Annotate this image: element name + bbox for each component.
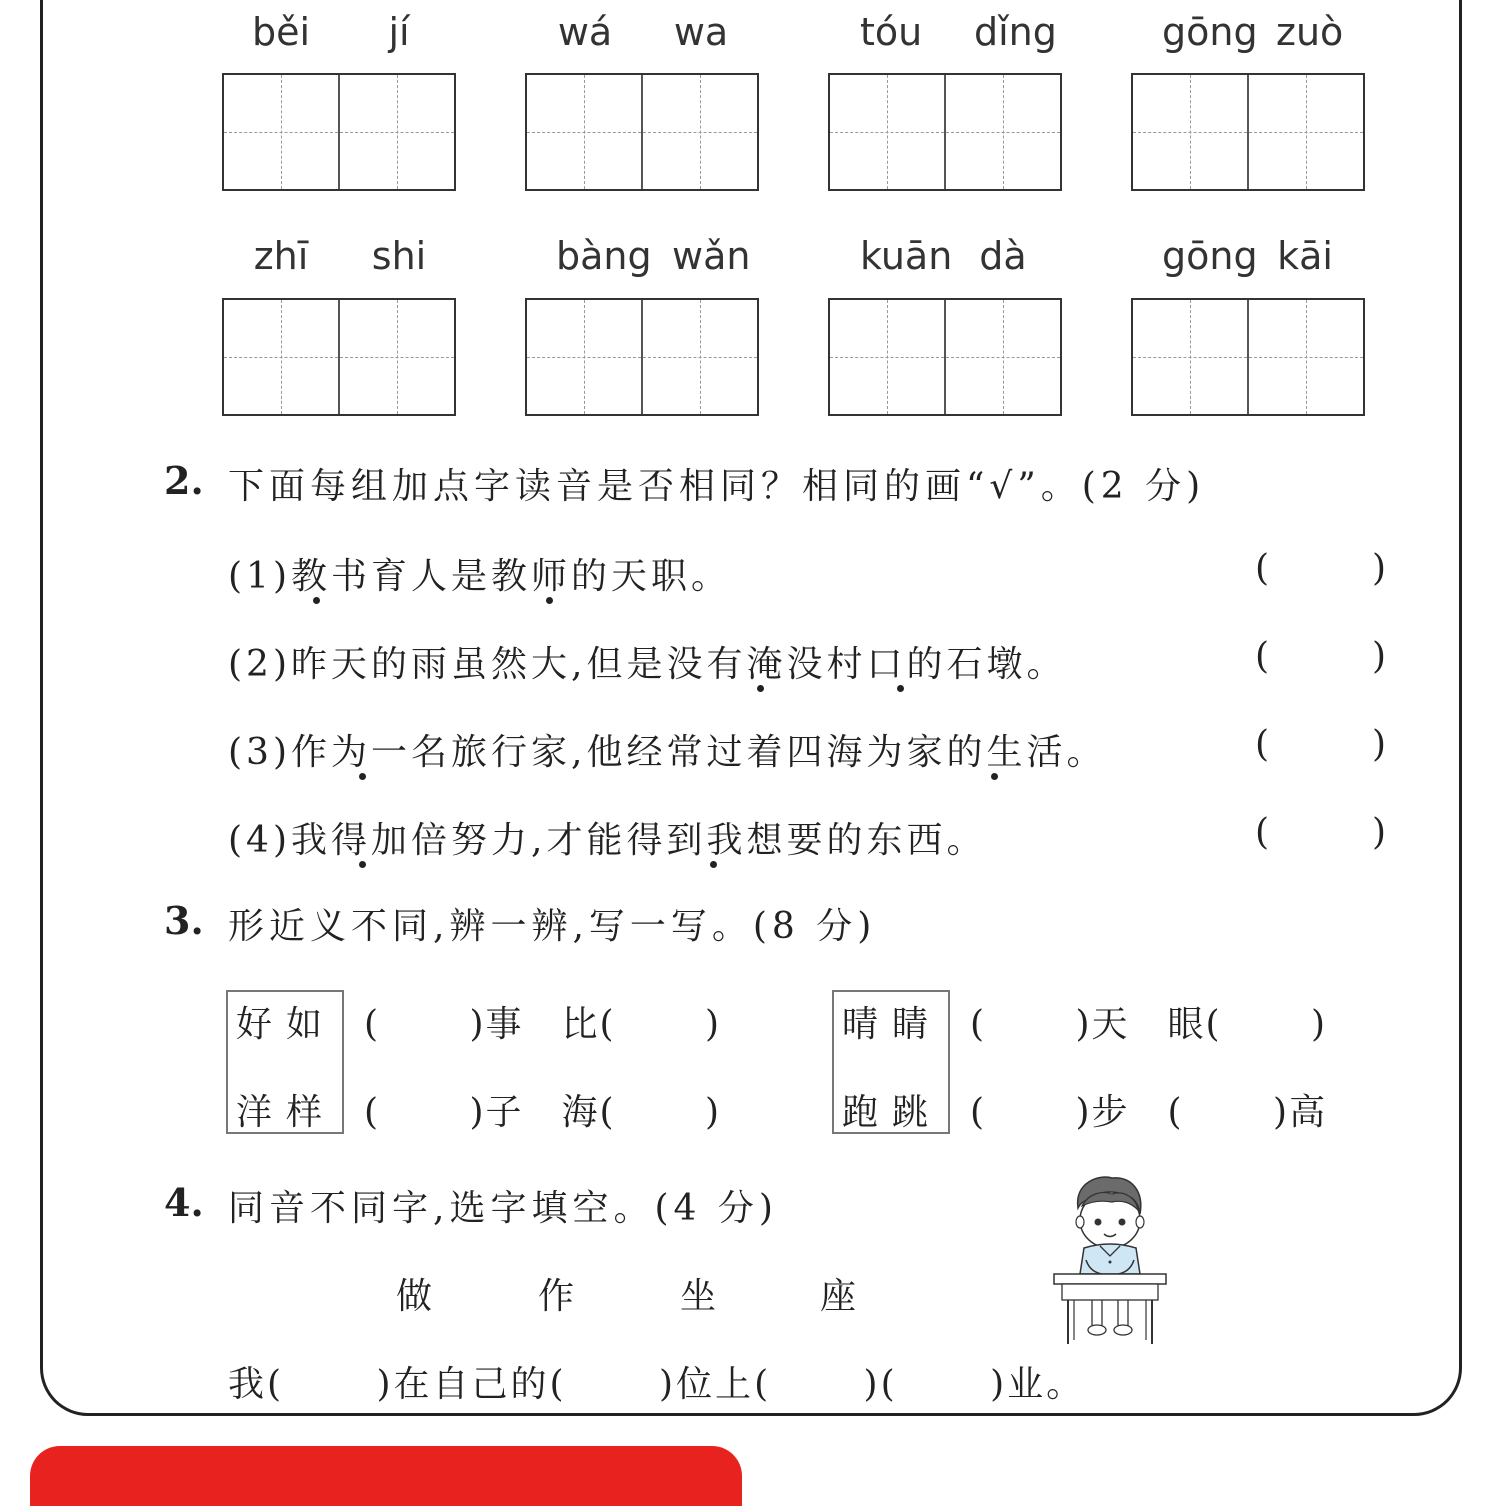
emphasis-dot: [359, 773, 366, 780]
char-pair: 洋样: [236, 1092, 337, 1133]
question-title: 下面每组加点字读音是否相同？相同的画“√”。(2 分): [228, 466, 1206, 507]
emphasis-dot: [710, 861, 717, 868]
fill-blank-line[interactable]: ( )天 眼( ): [970, 1004, 1328, 1045]
pinyin: wá: [557, 10, 613, 54]
writing-grid[interactable]: [525, 73, 759, 191]
pinyin: kuān: [860, 234, 953, 278]
writing-grid[interactable]: [222, 298, 456, 416]
student-at-desk-illustration: [1040, 1170, 1180, 1350]
char-option: 做: [396, 1276, 433, 1317]
char-option: 坐: [680, 1276, 717, 1317]
writing-grid[interactable]: [828, 73, 1062, 191]
writing-grid[interactable]: [1131, 298, 1365, 416]
char-pair: 晴睛: [842, 1004, 943, 1045]
pinyin: bàng: [556, 234, 652, 278]
emphasis-dot: [757, 685, 764, 692]
sentence-item: (3)作为一名旅行家,他经常过着四海为家的生活。: [228, 732, 1107, 773]
char-pair: 跑跳: [842, 1092, 943, 1133]
char-pair: 好如: [236, 1004, 337, 1045]
question-number: 4.: [164, 1180, 204, 1225]
pinyin: gōng: [1162, 234, 1258, 278]
writing-grid[interactable]: [1131, 73, 1365, 191]
question-title: 同音不同字,选字填空。(4 分): [228, 1188, 778, 1229]
fill-blank-line[interactable]: ( )步 ( )高: [970, 1092, 1328, 1133]
pinyin: běi: [252, 10, 311, 54]
sentence-item: (4)我得加倍努力,才能得到我想要的东西。: [228, 820, 987, 861]
pinyin: tóu: [860, 10, 923, 54]
pinyin: kāi: [1277, 234, 1333, 278]
pinyin: zhī: [253, 234, 309, 278]
question-number: 3.: [164, 898, 204, 943]
writing-grid[interactable]: [525, 298, 759, 416]
pinyin: shi: [371, 234, 427, 278]
pinyin: gōng: [1162, 10, 1258, 54]
writing-grid[interactable]: [222, 73, 456, 191]
emphasis-dot: [991, 773, 998, 780]
pinyin: wǎn: [672, 234, 751, 278]
emphasis-dot: [546, 597, 553, 604]
section-header-banner: [30, 1446, 742, 1506]
fill-blank-sentence[interactable]: 我( )在自己的( )位上( )( )业。: [228, 1364, 1086, 1405]
pinyin: wa: [673, 10, 729, 54]
fill-blank-line[interactable]: ( )事 比( ): [364, 1004, 722, 1045]
sentence-item: (1)教书育人是教师的天职。: [228, 556, 731, 597]
question-number: 2.: [164, 458, 204, 503]
fill-blank-line[interactable]: ( )子 海( ): [364, 1092, 722, 1133]
emphasis-dot: [359, 861, 366, 868]
emphasis-dot: [897, 685, 904, 692]
char-option: 作: [538, 1276, 575, 1317]
question-title: 形近义不同,辨一辨,写一写。(8 分): [228, 906, 877, 947]
pinyin: dǐng: [974, 10, 1057, 54]
pinyin: dà: [979, 234, 1027, 278]
sentence-item: (2)昨天的雨虽然大,但是没有淹没村口的石墩。: [228, 644, 1067, 685]
pinyin: jí: [388, 10, 410, 54]
emphasis-dot: [313, 597, 320, 604]
pinyin: zuò: [1276, 10, 1344, 54]
writing-grid[interactable]: [828, 298, 1062, 416]
char-option: 座: [820, 1276, 857, 1317]
